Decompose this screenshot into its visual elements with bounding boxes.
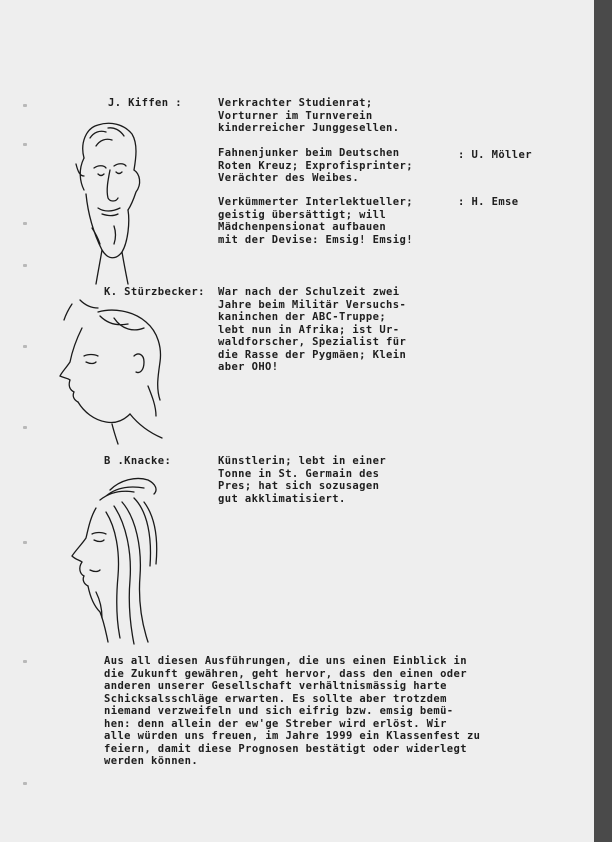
caricature-sketch-stuerzbecker <box>52 296 182 446</box>
closing-paragraph: Aus all diesen Ausführungen, die uns einen Einblick in die Zukunft gewähren, geht hervor, dass den einen oder anderen unserer Gesellschaft verhältnismässig harte Schicksalsschläge erwarten. Es sollte aber trotzdem niemand verzweifeln und sich eifrig bzw. emsig bemü- hen: denn allein der ew'ge Streber wird erlöst. Wir alle würden uns freuen, im Jahre 1999 ein Klassenfest zu feiern, damit diese Prognosen bestätigt oder widerlegt werden können. <box>104 655 481 767</box>
caricature-sketch-knacke <box>60 472 170 652</box>
entry-text-stuerzbecker: War nach der Schulzeit zwei Jahre beim Militär Versuchs- kaninchen der ABC-Truppe; lebt nun in Afrika; ist Ur- waldforscher, Spezialist für die Rasse der Pygmäen; Klein aber OHO! <box>218 286 407 373</box>
binder-hole <box>23 782 27 785</box>
binder-hole <box>23 426 27 429</box>
binder-hole <box>23 143 27 146</box>
binder-hole <box>23 345 27 348</box>
entry-text-kiffen: Verkrachter Studienrat; Vorturner im Turnverein kinderreicher Junggesellen. <box>218 97 400 134</box>
side-label-emse: : H. Emse <box>458 196 519 208</box>
entry-name-kiffen: J. Kiffen : <box>108 97 182 109</box>
entry-name-knacke: B .Knacke: <box>104 455 172 467</box>
binder-hole <box>23 660 27 663</box>
entry-name-stuerzbecker: K. Stürzbecker: <box>104 286 205 298</box>
caricature-sketch-kiffen <box>62 118 152 288</box>
side-label-moeller: : U. Möller <box>458 149 532 161</box>
binder-hole <box>23 104 27 107</box>
entry-text-knacke: Künstlerin; lebt in einer Tonne in St. Germain des Pres; hat sich sozusagen gut akklimatisiert. <box>218 455 387 505</box>
binder-hole <box>23 541 27 544</box>
binder-hole <box>23 264 27 267</box>
entry-text-moeller: Fahnenjunker beim Deutschen Roten Kreuz; Exprofisprinter; Verächter des Weibes. <box>218 147 413 184</box>
binder-hole <box>23 222 27 225</box>
entry-text-emse: Verkümmerter Interlektueller; geistig übersättigt; will Mädchenpensionat aufbauen mit der Devise: Emsig! Emsig! <box>218 196 413 246</box>
